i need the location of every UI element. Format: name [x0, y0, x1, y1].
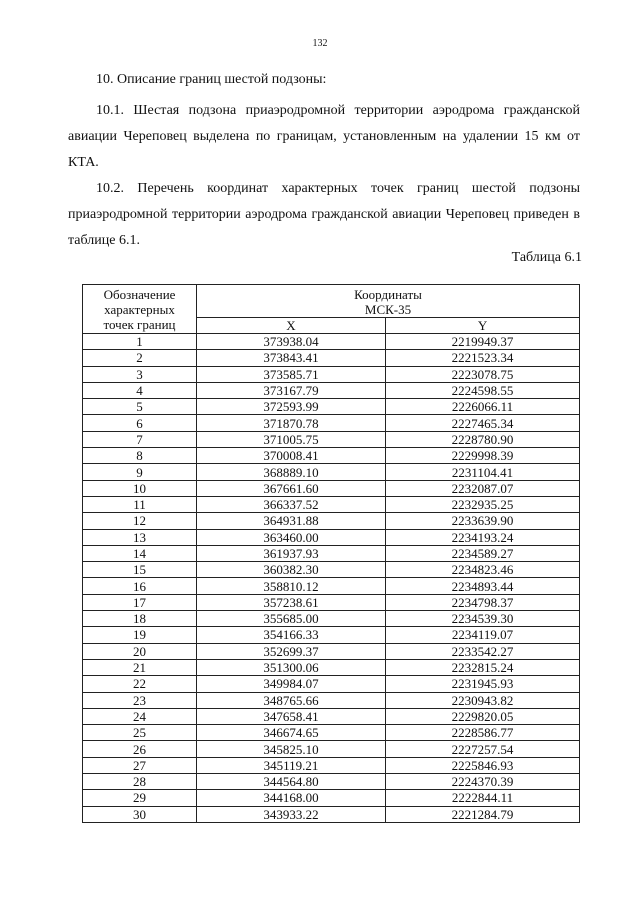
y-coordinate-cell: 2227465.34: [386, 415, 580, 431]
point-number-cell: 18: [83, 611, 197, 627]
y-coordinate-cell: 2229820.05: [386, 708, 580, 724]
point-number-cell: 7: [83, 431, 197, 447]
x-coordinate-cell: 347658.41: [197, 708, 386, 724]
point-number-cell: 30: [83, 806, 197, 822]
header-coordinates-line: Координаты: [354, 287, 422, 302]
point-number-cell: 12: [83, 513, 197, 529]
table-row: [83, 611, 580, 627]
table-row: [83, 399, 580, 415]
header-x: X: [197, 318, 386, 334]
y-coordinate-cell: 2234119.07: [386, 627, 580, 643]
y-coordinate-cell: 2219949.37: [386, 334, 580, 350]
table-row: [83, 415, 580, 431]
header-point-designation-line: Обозначение: [103, 287, 176, 302]
section-heading: 10. Описание границ шестой подзоны:: [96, 72, 327, 87]
page-number: 132: [312, 38, 328, 49]
point-number-cell: 21: [83, 659, 197, 675]
point-number-cell: 2: [83, 350, 197, 366]
y-coordinate-cell: 2233542.27: [386, 643, 580, 659]
x-coordinate-cell: 344564.80: [197, 774, 386, 790]
x-coordinate-cell: 349984.07: [197, 676, 386, 692]
table-row: [83, 741, 580, 757]
x-coordinate-cell: 364931.88: [197, 513, 386, 529]
x-coordinate-cell: 371005.75: [197, 431, 386, 447]
y-coordinate-cell: 2225846.93: [386, 757, 580, 773]
header-point-designation-line: точек границ: [103, 317, 176, 332]
table-row: [83, 545, 580, 561]
y-coordinate-cell: 2228780.90: [386, 431, 580, 447]
x-coordinate-cell: 367661.60: [197, 480, 386, 496]
y-coordinate-cell: 2222844.11: [386, 790, 580, 806]
y-coordinate-cell: 2226066.11: [386, 399, 580, 415]
table-row: [83, 382, 580, 398]
y-coordinate-cell: 2232815.24: [386, 659, 580, 675]
y-coordinate-cell: 2234539.30: [386, 611, 580, 627]
table-row: [83, 806, 580, 822]
x-coordinate-cell: 366337.52: [197, 496, 386, 512]
header-point-designation: [83, 285, 197, 334]
x-coordinate-cell: 371870.78: [197, 415, 386, 431]
header-coordinates-line: МСК-35: [364, 302, 412, 317]
x-coordinate-cell: 344168.00: [197, 790, 386, 806]
y-coordinate-cell: 2234193.24: [386, 529, 580, 545]
y-coordinate-cell: 2221523.34: [386, 350, 580, 366]
y-coordinate-cell: 2227257.54: [386, 741, 580, 757]
table-row: [83, 480, 580, 496]
table-row: [83, 725, 580, 741]
point-number-cell: 20: [83, 643, 197, 659]
y-coordinate-cell: 2223078.75: [386, 366, 580, 382]
table-row: [83, 366, 580, 382]
x-coordinate-cell: 343933.22: [197, 806, 386, 822]
y-coordinate-cell: 2224598.55: [386, 382, 580, 398]
x-coordinate-cell: 368889.10: [197, 464, 386, 480]
x-coordinate-cell: 351300.06: [197, 659, 386, 675]
table-body: [83, 334, 580, 823]
x-coordinate-cell: 363460.00: [197, 529, 386, 545]
point-number-cell: 25: [83, 725, 197, 741]
y-coordinate-cell: 2234589.27: [386, 545, 580, 561]
paragraph-10-1: 10.1. Шестая подзона приаэродромной территории аэродрома гражданской авиации Череповец выделена по границам, установленным на удалении 15 км от КТА.: [68, 103, 580, 170]
point-number-cell: 9: [83, 464, 197, 480]
y-coordinate-cell: 2231945.93: [386, 676, 580, 692]
y-coordinate-cell: 2232935.25: [386, 496, 580, 512]
point-number-cell: 28: [83, 774, 197, 790]
point-number-cell: 4: [83, 382, 197, 398]
y-coordinate-cell: 2233639.90: [386, 513, 580, 529]
table-row: [83, 692, 580, 708]
table-row: [83, 757, 580, 773]
point-number-cell: 13: [83, 529, 197, 545]
point-number-cell: 3: [83, 366, 197, 382]
table-row: [83, 643, 580, 659]
point-number-cell: 6: [83, 415, 197, 431]
table-row: [83, 496, 580, 512]
x-coordinate-cell: 360382.30: [197, 562, 386, 578]
point-number-cell: 23: [83, 692, 197, 708]
point-number-cell: 8: [83, 448, 197, 464]
point-number-cell: 14: [83, 545, 197, 561]
point-number-cell: 29: [83, 790, 197, 806]
point-number-cell: 1: [83, 334, 197, 350]
y-coordinate-cell: 2232087.07: [386, 480, 580, 496]
table-row: [83, 790, 580, 806]
x-coordinate-cell: 346674.65: [197, 725, 386, 741]
y-coordinate-cell: 2228586.77: [386, 725, 580, 741]
table-row: [83, 334, 580, 350]
x-coordinate-cell: 370008.41: [197, 448, 386, 464]
table-row: [83, 513, 580, 529]
x-coordinate-cell: 361937.93: [197, 545, 386, 561]
point-number-cell: 15: [83, 562, 197, 578]
table-row: [83, 594, 580, 610]
point-number-cell: 27: [83, 757, 197, 773]
point-number-cell: 22: [83, 676, 197, 692]
header-coordinates: [197, 285, 580, 318]
table-row: [83, 431, 580, 447]
header-point-designation-line: характерных: [104, 302, 175, 317]
x-coordinate-cell: 354166.33: [197, 627, 386, 643]
table-row: [83, 708, 580, 724]
point-number-cell: 24: [83, 708, 197, 724]
point-number-cell: 10: [83, 480, 197, 496]
y-coordinate-cell: 2224370.39: [386, 774, 580, 790]
x-coordinate-cell: 373585.71: [197, 366, 386, 382]
header-y: Y: [386, 318, 580, 334]
point-number-cell: 11: [83, 496, 197, 512]
x-coordinate-cell: 373167.79: [197, 382, 386, 398]
table-row: [83, 448, 580, 464]
y-coordinate-cell: 2234893.44: [386, 578, 580, 594]
y-coordinate-cell: 2221284.79: [386, 806, 580, 822]
y-coordinate-cell: 2230943.82: [386, 692, 580, 708]
table-row: [83, 529, 580, 545]
y-coordinate-cell: 2231104.41: [386, 464, 580, 480]
table-header: [83, 285, 580, 334]
x-coordinate-cell: 348765.66: [197, 692, 386, 708]
y-coordinate-cell: 2234823.46: [386, 562, 580, 578]
x-coordinate-cell: 345825.10: [197, 741, 386, 757]
point-number-cell: 26: [83, 741, 197, 757]
x-coordinate-cell: 352699.37: [197, 643, 386, 659]
table-row: [83, 659, 580, 675]
x-coordinate-cell: 355685.00: [197, 611, 386, 627]
x-coordinate-cell: 358810.12: [197, 578, 386, 594]
y-coordinate-cell: 2234798.37: [386, 594, 580, 610]
point-number-cell: 17: [83, 594, 197, 610]
table-caption: Таблица 6.1: [511, 250, 582, 265]
table-row: [83, 350, 580, 366]
x-coordinate-cell: 372593.99: [197, 399, 386, 415]
x-coordinate-cell: 357238.61: [197, 594, 386, 610]
coordinates-table: [82, 284, 580, 823]
table-row: [83, 676, 580, 692]
table-row: [83, 627, 580, 643]
y-coordinate-cell: 2229998.39: [386, 448, 580, 464]
x-coordinate-cell: 345119.21: [197, 757, 386, 773]
x-coordinate-cell: 373938.04: [197, 334, 386, 350]
point-number-cell: 16: [83, 578, 197, 594]
table-row: [83, 562, 580, 578]
point-number-cell: 5: [83, 399, 197, 415]
table-row: [83, 774, 580, 790]
x-coordinate-cell: 373843.41: [197, 350, 386, 366]
table-row: [83, 464, 580, 480]
point-number-cell: 19: [83, 627, 197, 643]
table-row: [83, 578, 580, 594]
paragraph-10-2: 10.2. Перечень координат характерных точек границ шестой подзоны приаэродромной территории аэродрома гражданской авиации Череповец приведен в таблице 6.1.: [68, 181, 580, 248]
